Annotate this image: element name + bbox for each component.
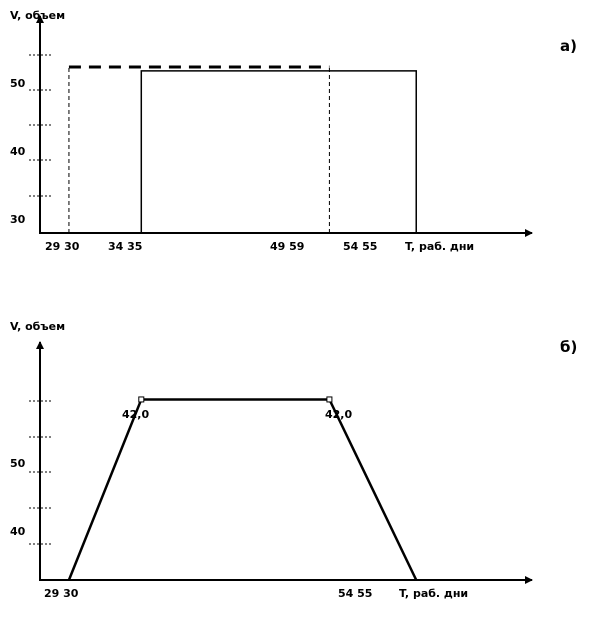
panel-a-y-axis-label: V, объем bbox=[10, 9, 66, 22]
panel-b-x-axis-label: T, раб. дни bbox=[399, 587, 469, 600]
panel-b-y-axis-label: V, объем bbox=[10, 320, 66, 333]
panel-b-label: б) bbox=[560, 338, 578, 356]
panel-a-series-1 bbox=[141, 71, 416, 233]
panel-a-ytick-30: 30 bbox=[10, 213, 26, 226]
panel-a-xtick-49-59: 49 59 bbox=[270, 240, 305, 253]
panel-b-point-1 bbox=[327, 397, 332, 402]
panel-b-series-0 bbox=[69, 399, 416, 580]
panel-a bbox=[10, 9, 577, 253]
panel-a-xtick-54-55: 54 55 bbox=[343, 240, 378, 253]
panel-b-series bbox=[69, 399, 416, 580]
panel-a-ytick-40: 40 bbox=[10, 145, 26, 158]
panel-b-point-label-right: 42,0 bbox=[325, 408, 353, 421]
panel-b-ytick-40: 40 bbox=[10, 525, 26, 538]
panel-a-ytick-50: 50 bbox=[10, 77, 26, 90]
panel-b-point-0 bbox=[139, 397, 144, 402]
panel-a-xtick-34-35: 34 35 bbox=[108, 240, 143, 253]
panel-a-x-axis-label: T, раб. дни bbox=[405, 240, 475, 253]
panel-b-point-label-left: 42,0 bbox=[122, 408, 150, 421]
panel-a-xtick-29-30: 29 30 bbox=[45, 240, 80, 253]
panel-b-ytick-50: 50 bbox=[10, 457, 26, 470]
panel-a-label: а) bbox=[560, 37, 577, 55]
panel-a-series bbox=[69, 67, 416, 233]
panel-a-guides bbox=[69, 67, 329, 233]
panel-b bbox=[10, 320, 577, 600]
panel-b-xtick-54-55: 54 55 bbox=[338, 587, 373, 600]
panel-b-xtick-29-30: 29 30 bbox=[44, 587, 79, 600]
